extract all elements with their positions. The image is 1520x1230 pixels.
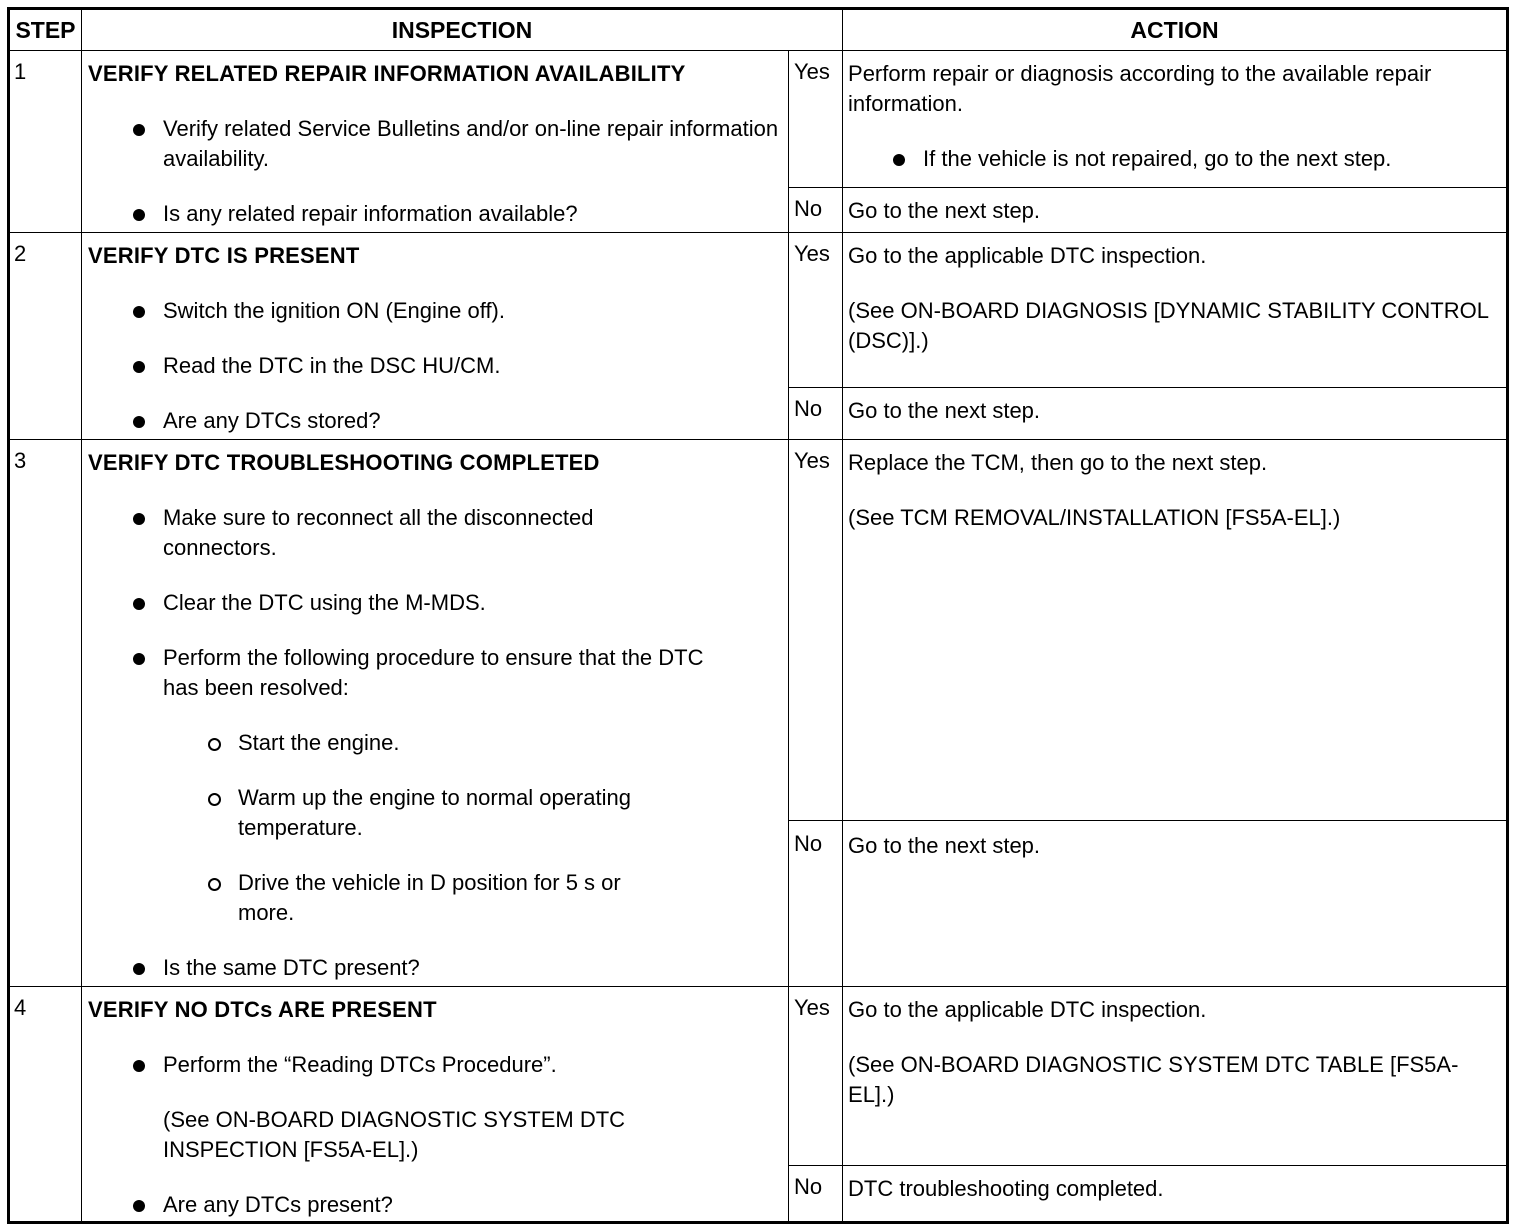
step-1-yes-row — [9, 51, 1508, 188]
step-inspection — [82, 233, 789, 440]
step-inspection — [82, 51, 789, 233]
inspection-bullet: Verify related Service Bulletins and/or on-line repair information availability. — [88, 114, 782, 174]
yes-action — [843, 440, 1508, 821]
inspection-bullet: Read the DTC in the DSC HU/CM. — [88, 351, 782, 381]
no-label: No — [789, 188, 843, 233]
action-text: Go to the applicable DTC inspection. — [848, 243, 1207, 268]
no-action: Go to the next step. — [843, 188, 1508, 233]
action-reference: (See ON-BOARD DIAGNOSIS [DYNAMIC STABILITY CONTROL (DSC)].) — [848, 298, 1489, 353]
inspection-bullet: Perform the “Reading DTCs Procedure”. — [88, 1050, 782, 1080]
header-inspection: INSPECTION — [82, 9, 843, 51]
inspection-bullet: Is any related repair information available? — [88, 199, 782, 229]
inspection-bullet: Is the same DTC present? — [88, 953, 782, 983]
action-text: Perform repair or diagnosis according to the available repair information. — [848, 61, 1432, 116]
inspection-bullet: Are any DTCs stored? — [88, 406, 782, 436]
yes-action — [843, 987, 1508, 1166]
yes-label: Yes — [789, 51, 843, 188]
no-action: Go to the next step. — [843, 821, 1508, 987]
step-number: 3 — [9, 440, 82, 987]
inspection-bullet: Perform the following procedure to ensure that the DTC has been resolved: — [88, 643, 782, 703]
step-4-yes-row — [9, 987, 1508, 1166]
step-number: 2 — [9, 233, 82, 440]
procedure-sub-item: Drive the vehicle in D position for 5 s or more. — [88, 868, 782, 928]
step-title: VERIFY DTC TROUBLESHOOTING COMPLETED — [88, 450, 600, 475]
step-3-yes-row — [9, 440, 1508, 821]
no-label: No — [789, 1166, 843, 1223]
action-text: Go to the applicable DTC inspection. — [848, 997, 1207, 1022]
action-bullet: If the vehicle is not repaired, go to the next step. — [848, 144, 1500, 174]
yes-action — [843, 233, 1508, 388]
inspection-reference: (See ON-BOARD DIAGNOSTIC SYSTEM DTC INSPECTION [FS5A-EL].) — [163, 1107, 626, 1162]
yes-action — [843, 51, 1508, 188]
no-label: No — [789, 388, 843, 440]
no-action: Go to the next step. — [843, 388, 1508, 440]
procedure-sub-item: Warm up the engine to normal operating temperature. — [88, 783, 782, 843]
step-inspection — [82, 440, 789, 987]
step-number: 1 — [9, 51, 82, 233]
step-2-yes-row — [9, 233, 1508, 388]
diagnostic-procedure-table — [7, 7, 1509, 1224]
action-reference: (See TCM REMOVAL/INSTALLATION [FS5A-EL].) — [848, 505, 1341, 530]
step-inspection — [82, 987, 789, 1223]
step-number: 4 — [9, 987, 82, 1223]
header-row — [9, 9, 1508, 51]
step-title: VERIFY RELATED REPAIR INFORMATION AVAILABILITY — [88, 61, 686, 86]
inspection-bullet: Make sure to reconnect all the disconnected connectors. — [88, 503, 782, 563]
yes-label: Yes — [789, 440, 843, 821]
step-title: VERIFY DTC IS PRESENT — [88, 243, 360, 268]
inspection-bullet: Are any DTCs present? — [88, 1190, 782, 1220]
no-label: No — [789, 821, 843, 987]
procedure-sub-item: Start the engine. — [88, 728, 782, 758]
inspection-bullet: Clear the DTC using the M-MDS. — [88, 588, 782, 618]
action-reference: (See ON-BOARD DIAGNOSTIC SYSTEM DTC TABLE [FS5A-EL].) — [848, 1052, 1459, 1107]
header-step: STEP — [9, 9, 82, 51]
header-action: ACTION — [843, 9, 1508, 51]
no-action: DTC troubleshooting completed. — [843, 1166, 1508, 1223]
step-title: VERIFY NO DTCs ARE PRESENT — [88, 997, 437, 1022]
yes-label: Yes — [789, 987, 843, 1166]
inspection-bullet: Switch the ignition ON (Engine off). — [88, 296, 782, 326]
yes-label: Yes — [789, 233, 843, 388]
action-text: Replace the TCM, then go to the next step. — [848, 450, 1268, 475]
